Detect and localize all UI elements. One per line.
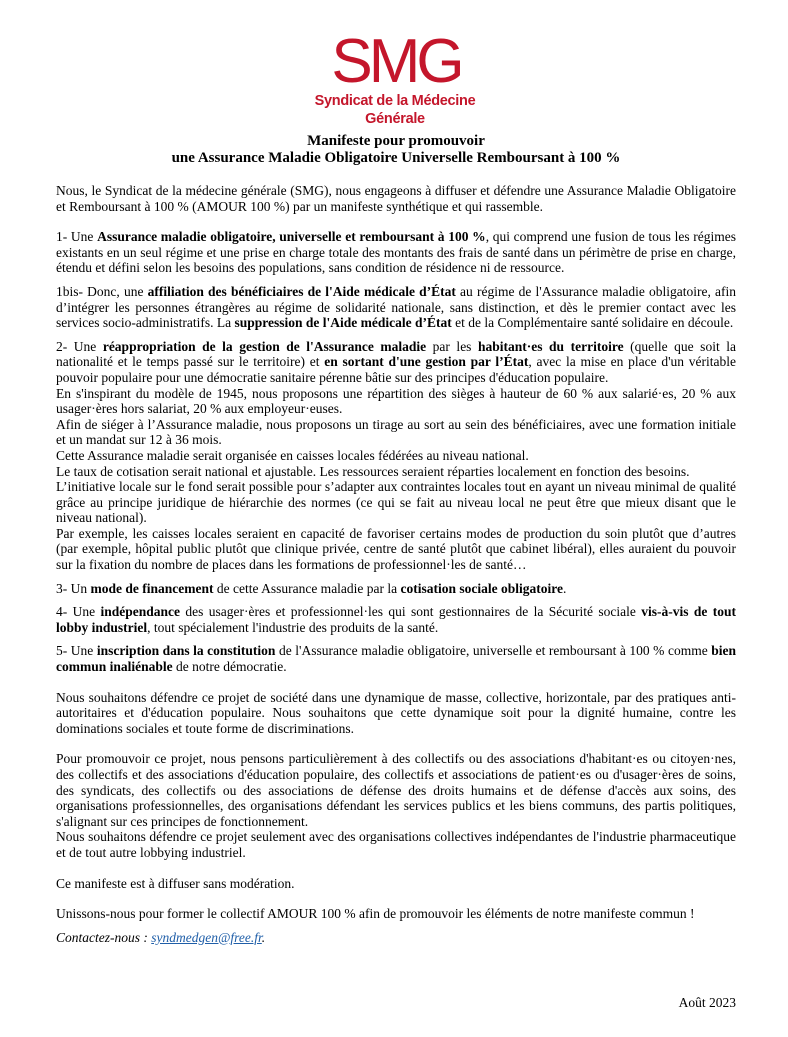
point-1-number: 1- Une bbox=[56, 229, 98, 245]
point-1-emphasis: Assurance maladie obligatoire, universelle et remboursant à 100 % bbox=[97, 229, 486, 245]
contact-suffix: . bbox=[261, 929, 266, 945]
point-4-number: 4- Une bbox=[56, 604, 101, 620]
point-2-line: Le taux de cotisation serait national et ajustable. Les ressources seraient réparties localement en fonction des besoins. bbox=[56, 463, 690, 479]
point-1bis-emphasis-1: affiliation des bénéficiaires de l'Aide médicale d’État bbox=[147, 283, 456, 299]
point-2-line: Afin de siéger à l’Assurance maladie, nous proposons un tirage au sort au sein des bénéficiaires, avec une formation initiale et un mandat sur 12 à 36 mois. bbox=[56, 416, 736, 448]
point-5-text-1: de l'Assurance maladie obligatoire, universelle et remboursant à 100 % comme bbox=[275, 643, 712, 659]
partners-paragraph: Pour promouvoir ce projet, nous pensons particulièrement à des collectifs ou des associations d'habitant·es ou citoyen·nes, des collectifs et des associations d'éducation populaire, des collectifs et associations de patient·es ou d'usager·ères de soins, des syndicats, des collectifs ou des associations de défense des droits humains et de défense d'accès aux soins, des organisations professionnelles, des organisations défendant les services publics et les biens communs, des partis politiques, s'alignant sur ces principes de fonctionnement. bbox=[56, 751, 736, 829]
point-2-line: Cette Assurance maladie serait organisée en caisses locales fédérées au niveau national. bbox=[56, 447, 529, 463]
point-4-emphasis-1: indépendance bbox=[100, 604, 181, 620]
logo-mark: SMG bbox=[331, 27, 461, 96]
point-2-text-2: (quelle que soit la nationalité et le temps passé sur le territoire) et bbox=[56, 338, 736, 370]
point-2-line: Par exemple, les caisses locales seraient en capacité de favoriser certains modes de production du soin plutôt que d’autres (par exemple, hôpital public plutôt que clinique privée, centre de santé plutôt que cabinet libéral), elles auraient du pouvoir sur la fixation du nombre de places dans les formations de professionnel·les de santé… bbox=[56, 525, 736, 573]
point-1bis-number: 1bis- Donc, une bbox=[56, 283, 148, 299]
title-line-2: une Assurance Maladie Obligatoire Universelle Remboursant à 100 % bbox=[171, 150, 621, 166]
document-date: Août 2023 bbox=[678, 995, 736, 1010]
independence-paragraph: Nous souhaitons défendre ce projet seulement avec des organisations collectives indépendantes de l'industrie pharmaceutique et de tout autre lobbying industriel. bbox=[56, 829, 736, 860]
point-3 bbox=[56, 581, 736, 597]
point-2-emphasis-2: habitant·es du territoire bbox=[477, 338, 624, 354]
manifesto-body bbox=[56, 183, 736, 945]
point-2-line: En s'inspirant du modèle de 1945, nous proposons une répartition des sièges à hauteur de 60 % aux salarié·es, 20 % aux usager·ères hors salariat, 20 % aux employeur·euses. bbox=[56, 385, 736, 417]
point-2-text-1: par les bbox=[426, 338, 478, 354]
contact-line bbox=[56, 930, 736, 946]
point-4 bbox=[56, 604, 736, 635]
point-5-emphasis-1: inscription dans la constitution bbox=[96, 643, 276, 659]
contact-email-link[interactable]: syndmedgen@free.fr bbox=[151, 929, 262, 945]
point-3-text-1: de cette Assurance maladie par la bbox=[213, 580, 401, 596]
logo-tagline: Syndicat de la Médecine Générale bbox=[314, 93, 476, 127]
point-2-text-3: , avec la mise en place d'un véritable pouvoir populaire pour une démocratie sanitaire pérenne bâtie sur des principes d'éducation populaire. bbox=[56, 354, 736, 385]
point-2-number: 2- Une bbox=[56, 338, 103, 354]
point-4-text-1: des usager·ères et professionnel·les qui sont gestionnaires de la Sécurité sociale bbox=[180, 604, 642, 620]
vision-paragraph: Nous souhaitons défendre ce projet de société dans une dynamique de masse, collective, horizontale, par des pratiques anti-autoritaires et d'éducation populaire. Nous souhaitons que cette dynamique soit pour la dignité humaine, contre les dominations sociales et toute forme de discriminations. bbox=[56, 689, 736, 736]
point-2-emphasis-1: réappropriation de la gestion de l'Assurance maladie bbox=[102, 338, 427, 354]
point-2 bbox=[56, 339, 736, 386]
point-3-emphasis-2: cotisation sociale obligatoire bbox=[400, 580, 564, 596]
point-1-text: , qui comprend une fusion de tous les régimes existants en un seul régime et une prise en charge totale des montants des frais de santé dans un périmètre de prise en charge, étendu et défini selon les besoins des populations, sans condition de résidence ni de ressource. bbox=[56, 229, 736, 276]
call-to-action-paragraph: Unissons-nous pour former le collectif AMOUR 100 % afin de promouvoir les éléments de notre manifeste commun ! bbox=[56, 906, 695, 922]
point-3-number: 3- Un bbox=[56, 580, 91, 596]
intro-paragraph: Nous, le Syndicat de la médecine générale (SMG), nous engageons à diffuser et défendre une Assurance Maladie Obligatoire et Remboursant à 100 % (AMOUR 100 %) par un manifeste synthétique et qui rassemble. bbox=[56, 183, 736, 214]
point-4-emphasis-2: vis-à-vis de tout lobby industriel bbox=[56, 604, 737, 635]
point-2-line: L’initiative locale sur le fond serait possible pour s’adapter aux contraintes locales tout en ayant un niveau minimal de qualité grâce au principe juridique de hiérarchie des normes (ce qui se fait au niveau local ne peut être que mieux disant que le niveau national). bbox=[56, 479, 736, 526]
point-5-emphasis-2: bien commun inaliénable bbox=[56, 643, 736, 675]
smg-logo bbox=[300, 27, 490, 127]
point-1bis bbox=[56, 284, 736, 331]
point-1bis-emphasis-2: suppression de l'Aide médicale d’État bbox=[234, 315, 452, 331]
point-1bis-text-1: au régime de l'Assurance maladie obligatoire, afin d’intégrer les personnes étrangères au régime de solidarité nationale, sans distinction, et dès le premier contact avec les services socio-administratifs. La bbox=[56, 283, 737, 331]
point-5 bbox=[56, 643, 736, 674]
point-5-text-2: de notre démocratie. bbox=[172, 659, 287, 675]
point-4-text-2: , tout spécialement l'industrie des produits de la santé. bbox=[147, 619, 439, 635]
contact-label: Contactez-nous : bbox=[56, 929, 152, 945]
point-2-emphasis-3: en sortant d'une gestion par l’État bbox=[324, 354, 529, 370]
point-3-emphasis-1: mode de financement bbox=[90, 580, 214, 596]
point-1 bbox=[56, 229, 736, 276]
document-title bbox=[56, 133, 736, 167]
title-line-1: Manifeste pour promouvoir bbox=[307, 133, 485, 149]
point-3-text-2: . bbox=[563, 580, 567, 596]
point-5-number: 5- Une bbox=[56, 643, 97, 659]
diffusion-paragraph: Ce manifeste est à diffuser sans modération. bbox=[56, 875, 295, 891]
point-1bis-text-2: et de la Complémentaire santé solidaire en découle. bbox=[451, 315, 734, 331]
